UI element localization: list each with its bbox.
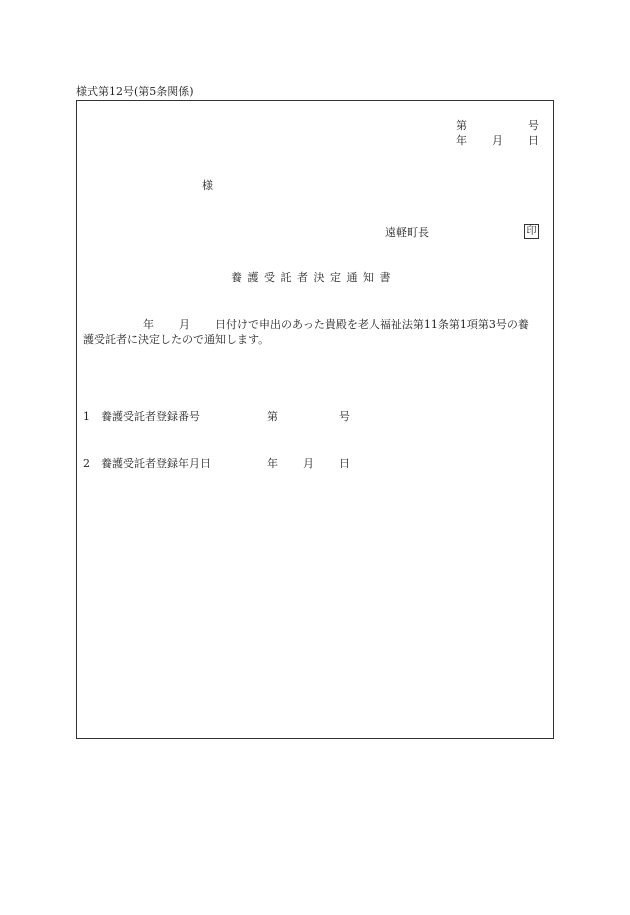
item-2-label: 養護受託者登録年月日: [101, 457, 211, 470]
body-line2: 護受託者に決定したので通知します。: [83, 333, 270, 346]
doc-date-year: 年: [456, 134, 467, 147]
doc-number-go: 号: [528, 119, 539, 132]
item-1-label: 養護受託者登録番号: [101, 410, 200, 423]
item-2-year: 年: [267, 457, 278, 470]
recipient-honorific: 様: [202, 179, 213, 192]
item-1-dai: 第: [267, 410, 278, 423]
item-1-go: 号: [339, 410, 350, 423]
seal-mark: 印: [524, 224, 539, 239]
item-2-month: 月: [303, 457, 314, 470]
doc-date-month: 月: [492, 134, 503, 147]
body-month: 月: [179, 318, 190, 331]
doc-number-dai: 第: [456, 119, 467, 132]
item-2-number: 2: [83, 457, 90, 470]
body-paragraph: [83, 317, 549, 347]
form-number-label: 様式第12号(第5条関係): [76, 85, 194, 98]
doc-date-day: 日: [528, 134, 539, 147]
item-1-number: 1: [83, 410, 90, 423]
item-2-day: 日: [339, 457, 350, 470]
document-title: 養護受託者決定通知書: [231, 271, 396, 284]
body-line1: 日付けで申出のあった貴殿を老人福祉法第11条第1項第3号の養: [215, 318, 529, 331]
issuer-name: 遠軽町長: [385, 226, 429, 239]
body-year: 年: [143, 318, 154, 331]
